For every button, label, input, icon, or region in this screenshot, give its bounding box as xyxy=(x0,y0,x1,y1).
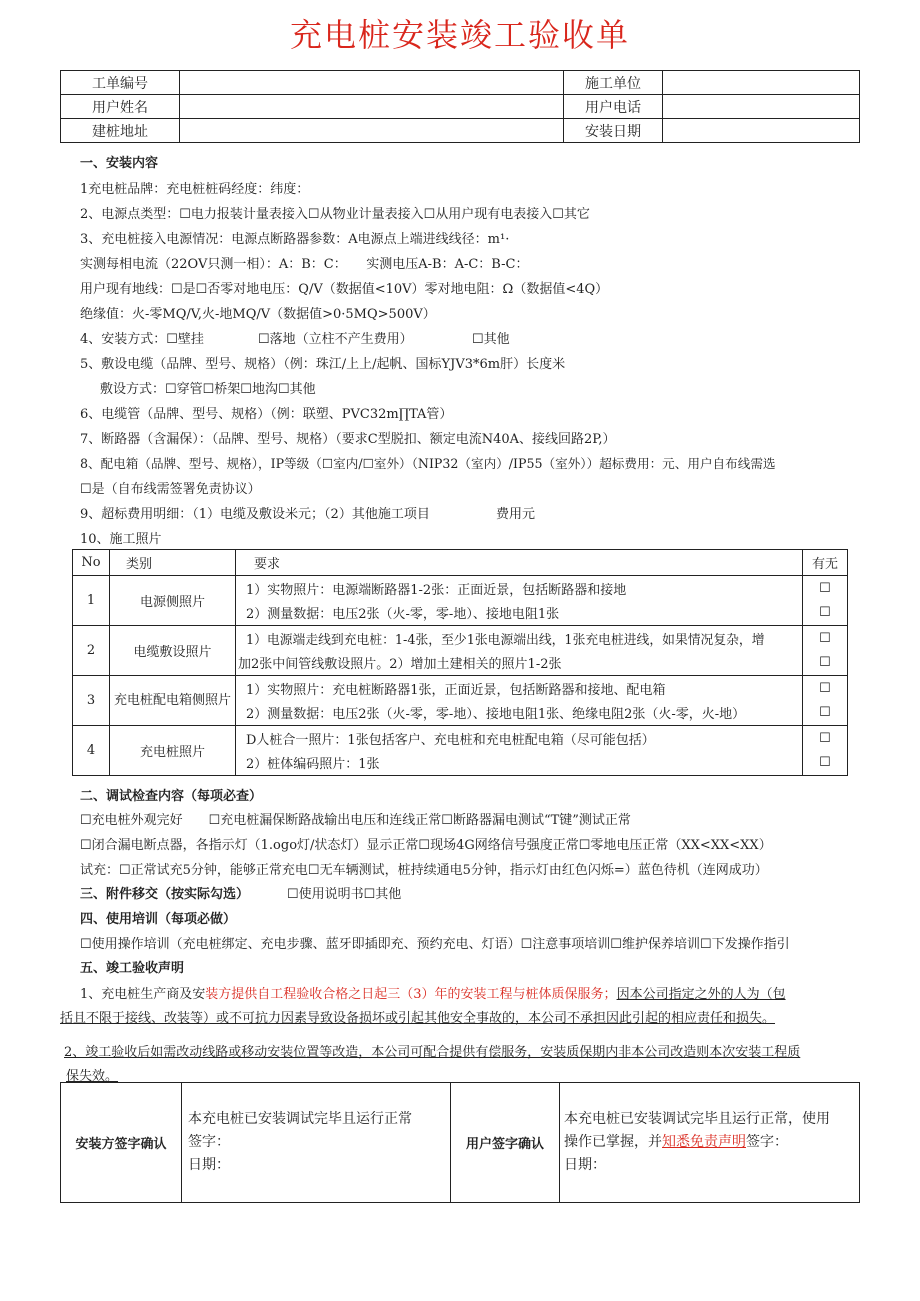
s2-line-3: 试充：☐正常试充5分钟，能够正常充电☐无车辆测试，桩持续通电5分钟，指示灯由红色闪烁=）蓝色待机（连网成功） xyxy=(80,863,768,878)
row-4-category: 充电桩照片 xyxy=(110,726,236,776)
row-3-checkbox-2[interactable]: ☐ xyxy=(803,701,848,726)
section-3-heading: 三、附件移交（按实际勾选） xyxy=(80,887,250,902)
s1-line-14a: 9、超标费用明细：（1）电缆及敷设米元；（2）其他施工项目 xyxy=(80,507,430,522)
section-5-heading: 五、竣工验收声明 xyxy=(80,961,185,976)
s4-line-1: ☐使用操作培训（充电桩绑定、充电步骤、蓝牙即插即充、预约充电、灯语）☐注意事项培训☐维护保养培训☐下发操作指引 xyxy=(80,937,790,952)
user-date-line: 日期： xyxy=(564,1157,606,1173)
s1-line-12: 8、配电箱（品牌、型号、规格），IP等级（☐室内/☐室外）（NIP32（室内）/IP55（室外））超标费用：元、用户自布线需选 xyxy=(80,456,776,471)
unit-field[interactable] xyxy=(663,71,860,95)
s1-line-15: 10、施工照片 xyxy=(80,532,162,547)
signature-table xyxy=(60,1082,860,1203)
s1-line-11: 7、断路器（含漏保）：（品牌、型号、规格）（要求C型脱扣、额定电流N40A、接线回路2P,） xyxy=(80,432,616,447)
s1-line-2: 2、电源点类型：☐电力报装计量表接入☐从物业计量表接入☐从用户现有电表接入☐其它 xyxy=(80,207,590,222)
row-3-category: 充电桩配电箱侧照片 xyxy=(110,676,236,726)
s3-items: ☐使用说明书☐其他 xyxy=(287,887,402,902)
work-no-field[interactable] xyxy=(180,71,564,95)
s1-line-3: 3、充电桩接入电源情况：电源点断路器参数：A电源点上端进线线径：m¹· xyxy=(80,232,510,247)
s5-p1c: 因本公司指定之外的人为（包 xyxy=(616,987,786,1002)
s5-para-1-line-2: 括且不限于接线、改装等）或不可抗力因素导致设备损坏或引起其他安全事故的，本公司不承担因此引起的相应责任和损失。 xyxy=(60,1011,776,1026)
address-field[interactable] xyxy=(180,119,564,143)
row-3-no: 3 xyxy=(73,676,110,726)
unit-label: 施工单位 xyxy=(564,71,663,95)
row-1-req-1: 1）实物照片：电源端断路器1-2张：正面近景，包括断路器和接地 xyxy=(236,576,803,601)
installer-sign-label: 安装方签字确认 xyxy=(61,1083,182,1203)
user-name-field[interactable] xyxy=(180,95,564,119)
row-3-req-2: 2）测量数据：电压2张（火-零，零-地）、接地电阻1张、绝缘电阻2张（火-零，火-地） xyxy=(236,701,803,726)
row-1-checkbox-2[interactable]: ☐ xyxy=(803,601,848,626)
user-phone-label: 用户电话 xyxy=(564,95,663,119)
user-sign-text-1: 本充电桩已安装调试完毕且运行正常，使用 xyxy=(564,1111,830,1127)
s1-line-8: 5、敷设电缆（品牌、型号、规格）（例：珠江/上上/起帆、国标YJV3*6m肝）长度米 xyxy=(80,357,566,372)
s1-line-5: 用户现有地线：☐是☐否零对地电压：Q/V（数据值<10V）零对地电阻：Ω（数据值<4Q） xyxy=(80,282,609,297)
user-sign-text-2a: 操作已掌握，并 xyxy=(564,1134,662,1150)
col-category: 类别 xyxy=(110,550,236,576)
row-4-req-1: D人桩合一照片：1张包括客户、充电桩和充电桩配电箱（尽可能包括） xyxy=(236,726,803,751)
s1-line-10: 6、电缆管（品牌、型号、规格）（例：联塑、PVC32m∏TA管） xyxy=(80,407,453,422)
row-2-no: 2 xyxy=(73,626,110,676)
row-2-req-2: 加2张中间管线敷设照片。2）增加土建相关的照片1-2张 xyxy=(236,651,803,676)
page-title: 充电桩安装竣工验收单 xyxy=(289,16,630,54)
row-2-checkbox-1[interactable]: ☐ xyxy=(803,626,848,651)
row-2-category: 电缆敷设照片 xyxy=(110,626,236,676)
row-2-checkbox-2[interactable]: ☐ xyxy=(803,651,848,676)
user-sign-text-2 xyxy=(564,1131,855,1154)
row-3-checkbox-1[interactable]: ☐ xyxy=(803,676,848,701)
s5-para-2-line-2: 保失效。 xyxy=(66,1069,119,1084)
row-4-checkbox-1[interactable]: ☐ xyxy=(803,726,848,751)
install-date-label: 安装日期 xyxy=(564,119,663,143)
disclaimer-link: 知悉免责声明 xyxy=(662,1134,746,1150)
user-name-label: 用户姓名 xyxy=(61,95,180,119)
col-requirement: 要求 xyxy=(236,550,803,576)
s1-line-7a: 4、安装方式：☐壁挂 xyxy=(80,332,204,347)
row-1-category: 电源侧照片 xyxy=(110,576,236,626)
s1-line-1: 1充电桩品牌：充电桩桩码经度：纬度： xyxy=(80,182,310,197)
s5-para-2-line-1: 2、竣工验收后如需改动线路或移动安装位置等改造，本公司可配合提供有偿服务，安装质保期内非本公司改造则本次安装工程质 xyxy=(64,1045,801,1060)
section-2-heading: 二、调试检查内容（每项必查） xyxy=(80,789,263,804)
installer-sign-text: 本充电桩已安装调试完毕且运行正常 xyxy=(188,1111,412,1127)
s2-line-1: ☐充电桩外观完好 ☐充电桩漏保断路战输出电压和连线正常☐断路器漏电测试“T键”测试正常 xyxy=(80,813,631,828)
install-date-field[interactable] xyxy=(663,119,860,143)
section-1-heading: 一、安装内容 xyxy=(80,156,159,171)
s2-line-2: ☐闭合漏电断点器，各指示灯（1.ogo灯/状态灯）显示正常☐现场4G网络信号强度正常☐零地电压正常（XX<XX<XX） xyxy=(80,838,772,853)
s5-p1b: 装方提供自工程验收合格之日起三（3）年的安装工程与桩体质保服务； xyxy=(205,987,617,1002)
s1-line-13: ☐是（自布线需签署免责协议） xyxy=(80,482,261,497)
address-label: 建桩地址 xyxy=(61,119,180,143)
user-phone-field[interactable] xyxy=(663,95,860,119)
row-2-req-1: 1）电源端走线到充电桩：1-4张，至少1张电源端出线，1张充电桩进线，如果情况复杂，增 xyxy=(236,626,803,651)
user-sign-text-2c: 签字： xyxy=(746,1134,788,1150)
work-no-label: 工单编号 xyxy=(61,71,180,95)
row-4-no: 4 xyxy=(73,726,110,776)
s5-para-1-line-1 xyxy=(80,983,786,1002)
user-sign-cell[interactable] xyxy=(560,1083,860,1203)
info-table xyxy=(60,70,860,143)
row-1-checkbox-1[interactable]: ☐ xyxy=(803,576,848,601)
row-1-req-2: 2）测量数据：电压2张（火-零，零-地）、接地电阻1张 xyxy=(236,601,803,626)
s1-line-14b: 费用元 xyxy=(496,507,536,522)
col-present: 有无 xyxy=(803,550,848,576)
s1-line-9: 敷设方式：☐穿管☐桥架☐地沟☐其他 xyxy=(100,382,316,397)
row-4-checkbox-2[interactable]: ☐ xyxy=(803,751,848,776)
row-1-no: 1 xyxy=(73,576,110,626)
photo-table xyxy=(72,549,848,776)
s1-line-7b: ☐落地（立柱不产生费用） xyxy=(258,332,413,347)
s1-line-4: 实测每相电流（22OV只测一相）：A：B：C： 实测电压A-B：A-C：B-C： xyxy=(80,257,529,272)
s1-line-6: 绝缘值：火-零MQ/V,火-地MQ/V（数据值>0·5MQ>500V） xyxy=(80,307,436,322)
row-3-req-1: 1）实物照片：充电桩断路器1张，正面近景，包括断路器和接地、配电箱 xyxy=(236,676,803,701)
section-4-heading: 四、使用培训（每项必做） xyxy=(80,912,237,927)
installer-sign-cell[interactable] xyxy=(182,1083,451,1203)
s5-p1a: 1、充电桩生产商及安 xyxy=(80,987,206,1002)
user-sign-label: 用户签字确认 xyxy=(451,1083,560,1203)
col-no: No xyxy=(73,550,110,576)
installer-sign-line: 签字： xyxy=(188,1134,230,1150)
s1-line-7c: ☐其他 xyxy=(472,332,510,347)
installer-date-line: 日期： xyxy=(188,1157,230,1173)
row-4-req-2: 2）桩体编码照片：1张 xyxy=(236,751,803,776)
